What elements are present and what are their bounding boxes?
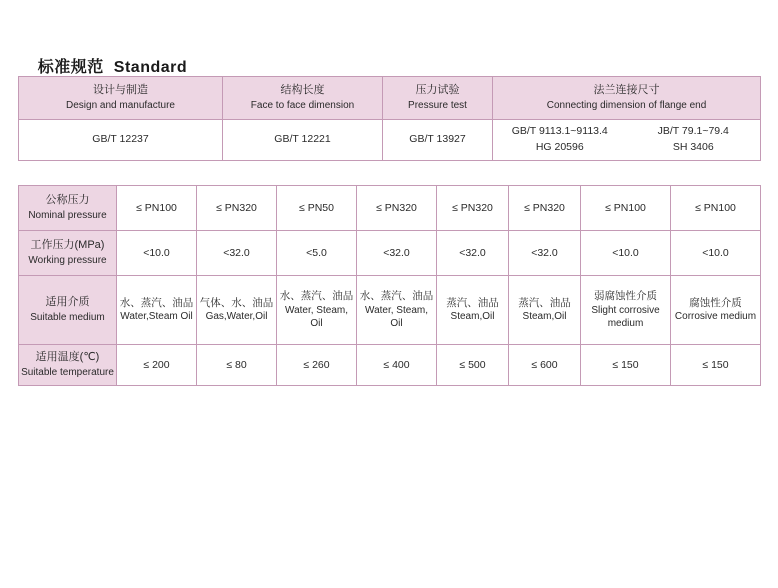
page-title-en: Standard <box>113 59 188 76</box>
spec-cell: ≤ PN100 <box>117 186 197 231</box>
standards-header-design: 设计与制造 Design and manufacture <box>19 77 223 120</box>
spec-cell: 腐蚀性介质 Corrosive medium <box>671 276 761 345</box>
page-title-cn: 标准规范 <box>37 59 104 76</box>
spec-row-suitable-temperature <box>19 345 761 386</box>
spec-cell: <32.0 <box>357 231 437 276</box>
spec-cell: ≤ PN320 <box>437 186 509 231</box>
spec-cell: 蒸汽、油品 Steam,Oil <box>437 276 509 345</box>
spec-cell: ≤ PN320 <box>197 186 277 231</box>
spec-cell: ≤ 150 <box>671 345 761 386</box>
specification-table <box>18 185 761 386</box>
flange-standard-right: JB/T 79.1~79.4 SH 3406 <box>657 125 729 153</box>
standards-header-flange: 法兰连接尺寸 Connecting dimension of flange end <box>493 77 761 120</box>
spec-cell: ≤ 150 <box>581 345 671 386</box>
spec-rowhead-suitable-medium: 适用介质 Suitable medium <box>19 276 117 345</box>
spec-cell: ≤ 500 <box>437 345 509 386</box>
spec-cell: <10.0 <box>117 231 197 276</box>
spec-cell: 水、蒸汽、油品 Water,Steam Oil <box>117 276 197 345</box>
spec-row-suitable-medium <box>19 276 761 345</box>
standards-table-value-row <box>19 120 761 161</box>
standards-table-header-row <box>19 77 761 120</box>
spec-cell: 水、蒸汽、油品 Water, Steam, Oil <box>277 276 357 345</box>
standards-value-design: GB/T 12237 <box>19 120 223 161</box>
spec-cell: ≤ 200 <box>117 345 197 386</box>
spec-cell: 水、蒸汽、油品 Water, Steam, Oil <box>357 276 437 345</box>
spec-cell: 弱腐蚀性介质 Slight corrosive medium <box>581 276 671 345</box>
spec-cell: ≤ PN100 <box>581 186 671 231</box>
spec-cell: <10.0 <box>671 231 761 276</box>
spec-cell: ≤ 400 <box>357 345 437 386</box>
spec-rowhead-suitable-temperature: 适用温度(℃) Suitable temperature <box>19 345 117 386</box>
spec-cell: <32.0 <box>197 231 277 276</box>
standards-table <box>18 76 761 161</box>
spec-cell: 蒸汽、油品 Steam,Oil <box>509 276 581 345</box>
spec-cell: <5.0 <box>277 231 357 276</box>
spec-row-working-pressure <box>19 231 761 276</box>
spec-cell: <32.0 <box>509 231 581 276</box>
spec-cell: 气体、水、油品 Gas,Water,Oil <box>197 276 277 345</box>
spec-cell: <32.0 <box>437 231 509 276</box>
standards-header-pressure-test: 压力试验 Pressure test <box>383 77 493 120</box>
spec-rowhead-nominal-pressure: 公称压力 Nominal pressure <box>19 186 117 231</box>
standards-value-pressure-test: GB/T 13927 <box>383 120 493 161</box>
standards-value-flange <box>493 120 761 161</box>
spec-cell: ≤ PN50 <box>277 186 357 231</box>
standards-value-face-to-face: GB/T 12221 <box>223 120 383 161</box>
spec-cell: ≤ 600 <box>509 345 581 386</box>
spec-rowhead-working-pressure: 工作压力(MPa) Working pressure <box>19 231 117 276</box>
spec-row-nominal-pressure <box>19 186 761 231</box>
flange-standard-left: GB/T 9113.1~9113.4 HG 20596 <box>511 125 608 153</box>
spec-cell: ≤ PN100 <box>671 186 761 231</box>
spec-cell: ≤ PN320 <box>357 186 437 231</box>
spec-cell: ≤ 260 <box>277 345 357 386</box>
spec-cell: ≤ PN320 <box>509 186 581 231</box>
spec-cell: ≤ 80 <box>197 345 277 386</box>
standards-header-face-to-face: 结构长度 Face to face dimension <box>223 77 383 120</box>
spec-cell: <10.0 <box>581 231 671 276</box>
